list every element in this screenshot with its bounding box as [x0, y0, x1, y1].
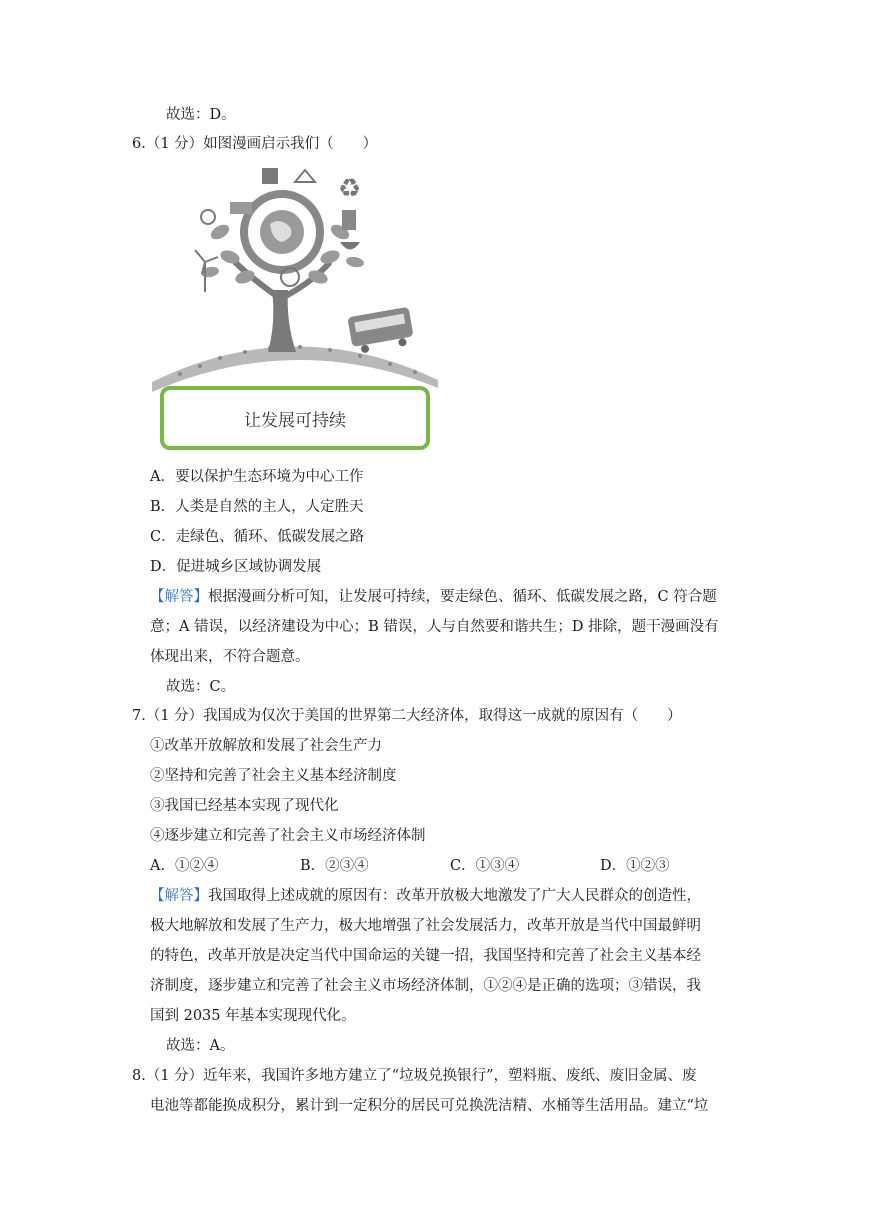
q6-answer-text-1: 根据漫画分析可知，让发展可持续，要走绿色、循环、低碳发展之路，C 符合题: [208, 589, 717, 605]
q7-item-1: ①改革开放解放和发展了社会生产力: [150, 738, 382, 754]
previous-answer-choice: 故选：D。: [166, 107, 236, 123]
q6-option-b: B．人类是自然的主人，人定胜天: [150, 499, 364, 515]
q7-answer-line-5: 国到 2035 年基本实现现代化。: [150, 1008, 356, 1024]
q7-item-2: ②坚持和完善了社会主义基本经济制度: [150, 768, 397, 784]
q7-answer-line-2: 极大地解放和发展了生产力，极大地增强了社会发展活力，改革开放是当代中国最鲜明: [150, 918, 701, 934]
q7-option-b: B．②③④: [300, 858, 369, 874]
q7-choice: 故选：A。: [166, 1038, 235, 1054]
q7-option-a: A．①②④: [150, 858, 219, 874]
q7-item-3: ③我国已经基本实现了现代化: [150, 798, 339, 814]
q6-stem: 6.（1 分）如图漫画启示我们（ ）: [132, 136, 378, 152]
q8-stem-line-1: 8.（1 分）近年来，我国许多地方建立了“垃圾兑换银行”，塑料瓶、废纸、废旧金属、废: [132, 1068, 697, 1084]
q6-answer-line-2: 意；A 错误，以经济建设为中心；B 错误，人与自然要和谐共生；D 排除，题干漫画没有: [150, 619, 719, 635]
q7-item-4: ④逐步建立和完善了社会主义市场经济体制: [150, 828, 426, 844]
q8-stem-line-2: 电池等都能换成积分，累计到一定积分的居民可兑换洗洁精、水桶等生活用品。建立“垃: [150, 1098, 709, 1114]
q7-stem: 7.（1 分）我国成为仅次于美国的世界第二大经济体，取得这一成就的原因有（ ）: [132, 708, 682, 724]
q6-option-c: C．走绿色、循环、低碳发展之路: [150, 529, 365, 545]
q7-option-c: C．①③④: [450, 858, 520, 874]
q6-cartoon-caption: 让发展可持续: [160, 386, 430, 450]
q7-answer-line-1: [150, 886, 701, 906]
q7-answer-line-3: 的特色，改革开放是决定当代中国命运的关键一招，我国坚持和完善了社会主义基本经: [150, 948, 701, 964]
q7-answer-tag: 【解答】: [150, 888, 208, 904]
q7-options-row: [150, 856, 670, 876]
q6-answer-line-1: [150, 587, 717, 607]
q6-option-a: A．要以保护生态环境为中心工作: [150, 469, 364, 485]
q6-answer-line-3: 体现出来，不符合题意。: [150, 649, 310, 665]
q6-choice: 故选：C。: [166, 679, 236, 695]
q6-answer-tag: 【解答】: [150, 589, 208, 605]
q7-answer-line-4: 济制度，逐步建立和完善了社会主义市场经济体制，①②④是正确的选项；③错误，我: [150, 978, 701, 994]
q7-answer-text-1: 我国取得上述成就的原因有：改革开放极大地激发了广大人民群众的创造性，: [208, 888, 701, 904]
q6-option-d: D．促进城乡区域协调发展: [150, 559, 322, 575]
svg-text:♻: ♻: [338, 174, 362, 204]
q7-option-d: D．①②③: [600, 858, 670, 874]
